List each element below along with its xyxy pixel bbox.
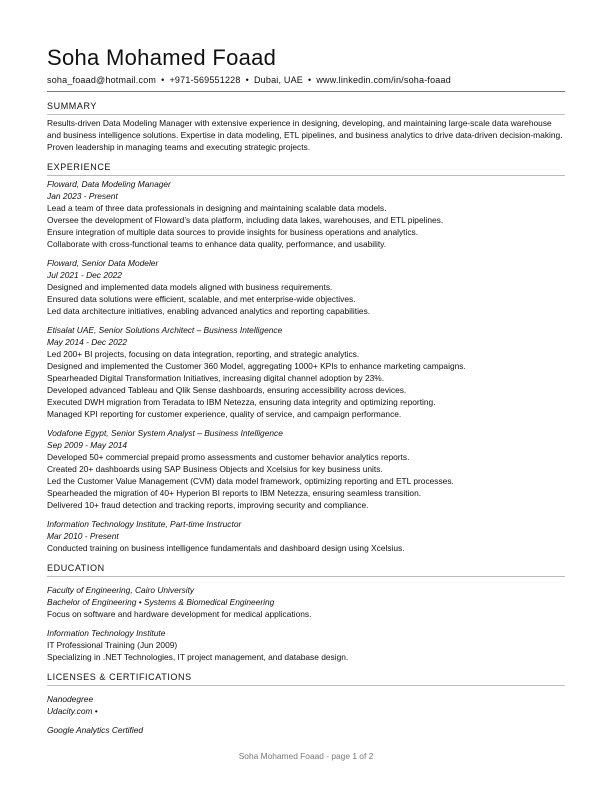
page-footer: Soha Mohamed Foaad - page 1 of 2 xyxy=(238,751,374,761)
certification-entry xyxy=(47,693,565,717)
degree: Bachelor of Engineering • Systems & Biomedical Engineering xyxy=(47,597,275,607)
job-heading: Floward, Senior Data Modeler xyxy=(47,258,159,268)
job-dates: Mar 2010 - Present xyxy=(47,531,119,541)
job-bullet: Managed KPI reporting for customer experience, quality of service, and campaign performance. xyxy=(47,409,402,419)
summary-section xyxy=(47,100,565,153)
job-dates: Sep 2009 - May 2014 xyxy=(47,440,128,450)
job-dates: Jan 2023 - Present xyxy=(47,191,118,201)
education-desc: Focus on software and hardware development for medical applications. xyxy=(47,609,312,619)
certification-issuer: Udacity.com • xyxy=(47,706,98,716)
education-entry xyxy=(47,627,565,663)
school: Information Technology Institute xyxy=(47,628,166,638)
school: Faculty of Engineering, Cairo University xyxy=(47,585,195,595)
summary-text: Results-driven Data Modeling Manager with extensive experience in designing, developing, and maintaining large-scale data warehouse and business intelligence solutions. Expertise in data modeling, ETL pipelines, and business analytics to drive data-driven decision-making. Proven leadership in managing teams and executing strategic projects. xyxy=(47,118,563,152)
job-bullet: Delivered 10+ fraud detection and tracking reports, improving security and compliance. xyxy=(47,500,369,510)
education-section xyxy=(47,562,565,663)
job-entry xyxy=(47,178,565,250)
job-dates: Jul 2021 - Dec 2022 xyxy=(47,270,122,280)
email[interactable]: soha_foaad@hotmail.com xyxy=(47,75,157,85)
job-bullet: Designed and implemented the Customer 360 Model, aggregating 1000+ KPIs to enhance marketing campaigns. xyxy=(47,361,466,371)
job-bullet: Lead a team of three data professionals in designing and maintaining scalable data models. xyxy=(47,203,387,213)
certification-name: Nanodegree xyxy=(47,694,94,704)
job-heading: Information Technology Institute, Part-time Instructor xyxy=(47,519,242,529)
job-bullet: Developed 50+ commercial prepaid promo assessments and customer behavior analytics reports. xyxy=(47,452,410,462)
job-bullet: Spearheaded the migration of 40+ Hyperion BI reports to IBM Netezza, ensuring seamless transition. xyxy=(47,488,422,498)
separator: • xyxy=(161,75,165,85)
job-entry xyxy=(47,324,565,420)
job-entry xyxy=(47,427,565,511)
job-bullet: Created 20+ dashboards using SAP Business Objects and Xcelsius for key business units. xyxy=(47,464,383,474)
section-heading: EXPERIENCE xyxy=(47,161,565,176)
experience-section xyxy=(47,161,565,554)
section-heading: LICENSES & CERTIFICATIONS xyxy=(47,671,565,686)
certification-name: Google Analytics Certified xyxy=(47,725,144,735)
contact-line xyxy=(47,73,565,92)
job-entry xyxy=(47,257,565,317)
job-dates: May 2014 - Dec 2022 xyxy=(47,337,128,347)
job-heading: Vodafone Egypt, Senior System Analyst – Business Intelligence xyxy=(47,428,283,438)
job-bullet: Ensure integration of multiple data sources to provide insights for business operations and analytics. xyxy=(47,227,419,237)
job-bullet: Executed DWH migration from Teradata to IBM Netezza, ensuring data integrity and optimizing reporting. xyxy=(47,397,436,407)
candidate-name: Soha Mohamed Foaad xyxy=(47,45,277,70)
location: Dubai, UAE xyxy=(253,75,303,85)
education-entry xyxy=(47,584,565,620)
job-bullet: Spearheaded Digital Transformation Initiatives, increasing digital channel adoption by 23%. xyxy=(47,373,385,383)
phone: +971-569551228 xyxy=(169,75,241,85)
separator: • xyxy=(245,75,249,85)
job-heading: Floward, Data Modeling Manager xyxy=(47,179,171,189)
job-bullet: Led 200+ BI projects, focusing on data integration, reporting, and strategic analytics. xyxy=(47,349,360,359)
job-bullet: Conducted training on business intelligence fundamentals and dashboard design using Xcelsius. xyxy=(47,543,405,553)
resume-page xyxy=(47,44,565,736)
degree: IT Professional Training (Jun 2009) xyxy=(47,640,178,650)
job-bullet: Oversee the development of Floward’s data platform, including data lakes, warehouses, and ETL pipelines. xyxy=(47,215,444,225)
certifications-section xyxy=(47,671,565,736)
job-bullet: Ensured data solutions were efficient, scalable, and met enterprise-wide objectives. xyxy=(47,294,356,304)
job-bullet: Collaborate with cross-functional teams to enhance data quality, performance, and usability. xyxy=(47,239,387,249)
education-desc: Specializing in .NET Technologies, IT project management, and database design. xyxy=(47,652,349,662)
job-entry xyxy=(47,518,565,554)
job-heading: Etisalat UAE, Senior Solutions Architect – Business Intelligence xyxy=(47,325,283,335)
section-heading: EDUCATION xyxy=(47,562,565,577)
separator: • xyxy=(307,75,312,85)
job-bullet: Led data architecture initiatives, enabling advanced analytics and reporting capabilities. xyxy=(47,306,371,316)
job-bullet: Developed advanced Tableau and Qlik Sense dashboards, ensuring accessibility across devices. xyxy=(47,385,407,395)
job-bullet: Designed and implemented data models aligned with business requirements. xyxy=(47,282,333,292)
certification-entry xyxy=(47,724,565,736)
section-heading: SUMMARY xyxy=(47,100,565,115)
job-bullet: Led the Customer Value Management (CVM) data model framework, optimizing reporting and ETL processes. xyxy=(47,476,454,486)
linkedin-link[interactable]: www.linkedin.com/in/soha-foaad xyxy=(316,75,451,85)
